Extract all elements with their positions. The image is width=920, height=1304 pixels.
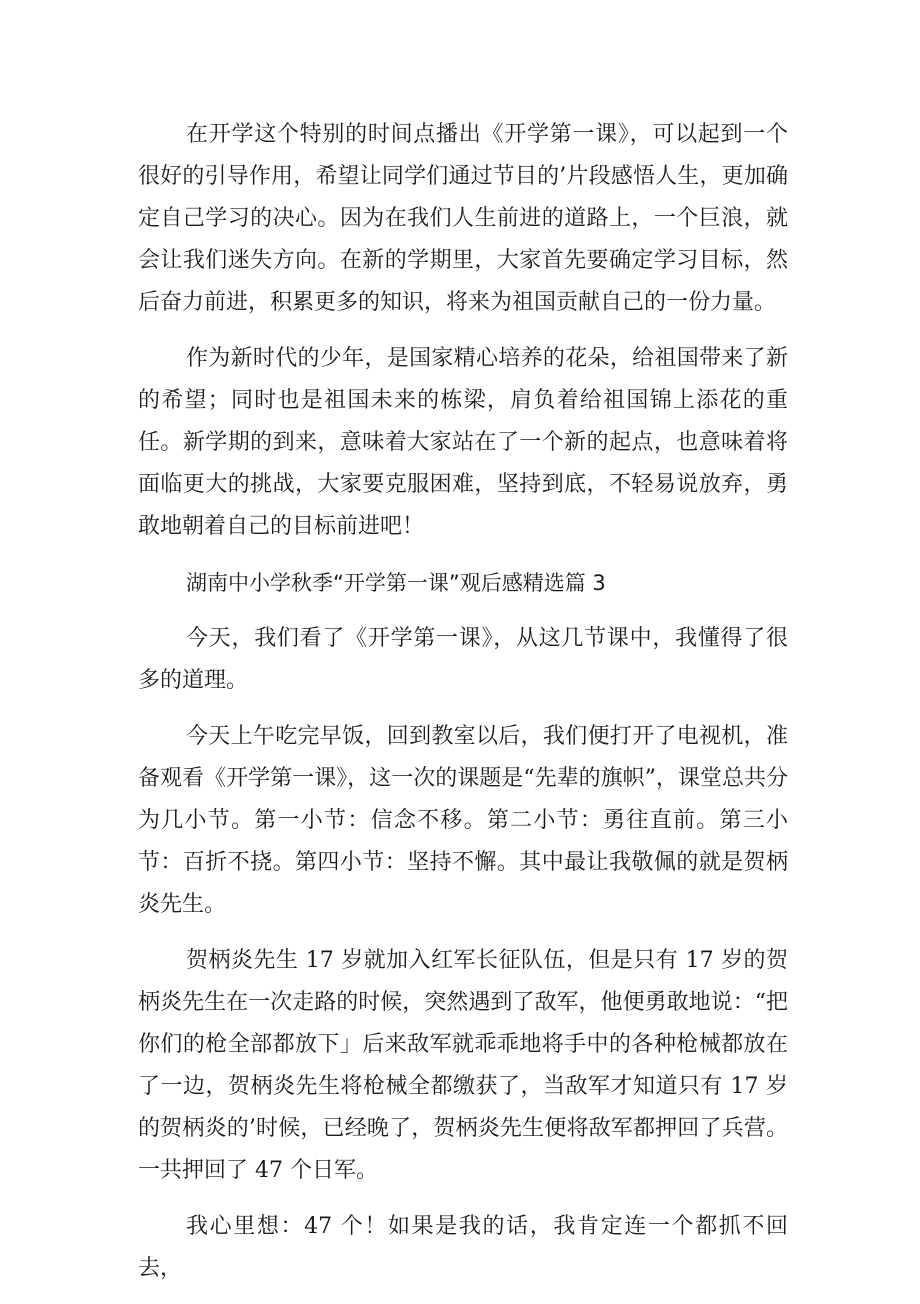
section-paragraph-4: 我心里想：47 个！如果是我的话，我肯定连一个都抓不回去， — [138, 1214, 788, 1281]
paragraph-1: 在开学这个特别的时间点播出《开学第一课》，可以起到一个很好的引导作用，希望让同学们通过节目的’片段感悟人生，更加确定自己学习的决心。因为在我们人生前进的道路上，一个巨浪，就会让我们迷失方向。在新的学期里，大家首先要确定学习目标，然后奋力前进，积累更多的知识，将来为祖国贡献自己的一份力量。 — [138, 122, 788, 315]
section-paragraph-2: 今天上午吃完早饭，回到教室以后，我们便打开了电视机，准备观看《开学第一课》，这一次的课题是“先辈的旗帜”，课堂总共分为几小节。第一小节：信念不移。第二小节：勇往直前。第三小节：百折不挠。第四小节：坚持不懈。其中最让我敬佩的就是贺柄炎先生。 — [138, 724, 788, 917]
section-paragraph-1: 今天，我们看了《开学第一课》，从这几节课中，我懂得了很多的道理。 — [138, 626, 788, 693]
section-heading: 湖南中小学秋季“开学第一课”观后感精选篇 3 — [186, 571, 606, 595]
document-body — [138, 114, 788, 1304]
paragraph-2: 作为新时代的少年，是国家精心培养的花朵，给祖国带来了新的希望；同时也是祖国未来的栋梁，肩负着给祖国锦上添花的重任。新学期的到来，意味着大家站在了一个新的起点，也意味着将面临更大的挑战，大家要克服困难，坚持到底，不轻易说放弃，勇敢地朝着自己的目标前进吧！ — [138, 346, 788, 539]
section-paragraph-3: 贺柄炎先生 17 岁就加入红军长征队伍，但是只有 17 岁的贺柄炎先生在一次走路的时候，突然遇到了敌军，他便勇敢地说：“把你们的枪全部都放下」后来敌军就乖乖地将手中的各种枪械都放在了一边，贺柄炎先生将枪械全都缴获了，当敌军才知道只有 17 岁的贺柄炎的’时候，已经晚了，贺柄炎先生便将敌军都押回了兵营。一共押回了 47 个日军。 — [138, 948, 788, 1183]
